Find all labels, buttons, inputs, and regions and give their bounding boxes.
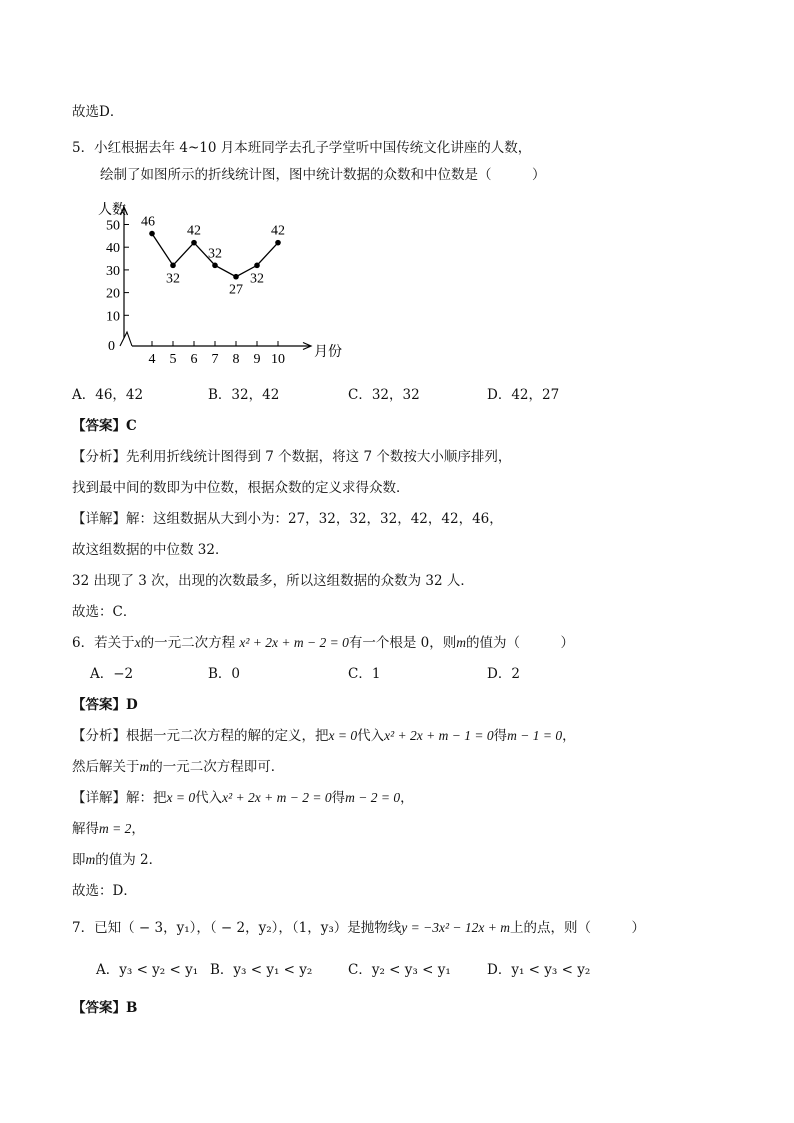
q7-option-a: A．y₃ < y₂ < y₁: [96, 962, 199, 978]
q6-analysis2-m: m: [139, 759, 150, 774]
q6-solution-eq: m = 2: [99, 821, 132, 836]
q6-detail-1: [72, 789, 414, 807]
q6-conclusion-m: m: [85, 852, 96, 867]
prev-answer-select: 故选D．: [72, 104, 124, 120]
data-point: [149, 231, 155, 237]
y-tick-label: 40: [106, 241, 120, 257]
q6-detail-x0: x = 0: [166, 790, 196, 805]
q5-detail-3: 32 出现了 3 次，出现的次数最多，所以这组数据的众数为 32 人．: [72, 573, 474, 589]
q6-option-b: B．0: [208, 666, 241, 682]
data-label: 32: [208, 246, 222, 262]
y-tick-label: 10: [106, 309, 120, 325]
q6-detail-de: 得: [331, 790, 346, 806]
y-axis-label: 人数: [98, 203, 126, 218]
q6-select: 故选：D．: [72, 883, 137, 899]
x-tick-label: 10: [271, 352, 285, 367]
q6-option-d: D．2: [487, 666, 520, 682]
x-tick-label: 6: [190, 352, 198, 367]
q7-stem: [72, 919, 645, 937]
q6-conclusion-pre: 即: [72, 852, 86, 868]
x-tick-label: 4: [148, 352, 156, 367]
q7-stem-end: 上的点，则（ ）: [509, 920, 645, 936]
q6-conclusion: [72, 851, 162, 869]
q6-analysis-mid: 代入: [357, 728, 385, 744]
q6-analysis-x0: x = 0: [328, 728, 358, 743]
q6-var-m: m: [456, 635, 467, 650]
q5-detail-1: 【详解】解：这组数据从大到小为：27，32，32，32，42，42，46，: [72, 511, 503, 527]
x-axis-label: 月份: [314, 345, 342, 360]
y-tick-label: 20: [106, 286, 120, 302]
x-tick-label: 7: [211, 352, 219, 367]
q7-option-d: D．y₁ < y₃ < y₂: [487, 962, 591, 978]
data-point: [233, 274, 239, 280]
data-label: 42: [187, 223, 201, 239]
q6-option-c: C．1: [348, 666, 381, 682]
data-label: 46: [141, 214, 155, 230]
q6-option-a: A．−2: [90, 666, 134, 682]
q6-analysis-pre: 【分析】根据一元二次方程的解的定义，把: [72, 728, 329, 744]
data-label: 42: [271, 223, 285, 239]
q6-analysis-de: 得: [493, 728, 508, 744]
q6-analysis-eq: x² + 2x + m − 1 = 0: [384, 728, 494, 743]
x-tick-label: 9: [253, 352, 261, 367]
q6-solution-pre: 解得: [72, 821, 99, 837]
q6-equation: x² + 2x + m − 2 = 0: [239, 635, 349, 650]
data-point: [212, 263, 218, 269]
q6-detail-end: ，: [400, 790, 414, 806]
q5-option-c: C．32，32: [348, 387, 420, 403]
q5-option-b: B．32，42: [208, 387, 280, 403]
q7-equation: y = −3x² − 12x + m: [401, 920, 510, 935]
q6-stem-post: 有一个根是 0，则: [348, 635, 457, 651]
data-point: [275, 240, 281, 246]
y-tick-label: 0: [108, 339, 115, 354]
q6-stem-pre: 6．若关于: [72, 635, 135, 651]
q6-stem: [72, 634, 574, 652]
q6-analysis2-pre: 然后解关于: [72, 759, 140, 775]
q5-stem-line1: 5．小红根据去年 4~10 月本班同学去孔子学堂听中国传统文化讲座的人数，: [72, 140, 532, 156]
q6-solution: [72, 820, 145, 838]
q6-solution-end: ，: [131, 821, 145, 837]
data-point: [170, 263, 176, 269]
x-tick-label: 5: [169, 352, 177, 367]
q6-detail-mid: 代入: [195, 790, 223, 806]
q6-analysis-end: ，: [562, 728, 576, 744]
q6-analysis-2: [72, 758, 284, 776]
q6-detail-eq: x² + 2x + m − 2 = 0: [222, 790, 332, 805]
q5-stem-line2: 绘制了如图所示的折线统计图，图中统计数据的众数和中位数是（ ）: [100, 167, 546, 183]
q6-stem-end: 的值为（ ）: [466, 635, 575, 651]
q5-answer: 【答案】C: [72, 418, 137, 434]
data-point: [254, 263, 260, 269]
q7-option-c: C．y₂ < y₃ < y₁: [348, 962, 451, 978]
q6-stem-mid: 的一元二次方程: [140, 635, 236, 651]
q6-var-x: x: [134, 635, 141, 650]
x-tick-label: 8: [232, 352, 240, 367]
q6-analysis-eq2: m − 1 = 0: [507, 728, 563, 743]
q6-detail-pre: 【详解】解：把: [72, 790, 167, 806]
q5-detail-2: 故这组数据的中位数 32．: [72, 542, 229, 558]
data-point: [191, 240, 197, 246]
q7-stem-pre: 7．已知（ − 3，y₁），（ − 2，y₂），（1，y₃）是抛物线: [72, 920, 402, 936]
data-label: 32: [166, 271, 180, 287]
axis-break: [120, 332, 132, 346]
q5-analysis-2: 找到最中间的数即为中位数，根据众数的定义求得众数．: [72, 480, 410, 496]
q7-answer: 【答案】B: [72, 1000, 138, 1016]
q5-line-chart: [92, 196, 342, 368]
q5-analysis-1: 【分析】先利用折线统计图得到 7 个数据，将这 7 个数按大小顺序排列，: [72, 449, 512, 465]
data-label: 27: [229, 282, 243, 298]
q6-answer: 【答案】D: [72, 697, 138, 713]
q5-option-d: D．42，27: [487, 387, 560, 403]
q6-analysis2-end: 的一元二次方程即可．: [149, 759, 285, 775]
q7-option-b: B．y₃ < y₁ < y₂: [210, 962, 313, 978]
q6-detail-eq2: m − 2 = 0: [345, 790, 401, 805]
y-tick-label: 30: [106, 263, 120, 279]
y-tick-label: 50: [106, 218, 120, 234]
q6-conclusion-end: 的值为 2．: [95, 852, 163, 868]
data-label: 32: [250, 271, 264, 287]
q5-select: 故选：C．: [72, 604, 137, 620]
q6-analysis-1: [72, 727, 576, 745]
q5-option-a: A．46，42: [72, 387, 144, 403]
